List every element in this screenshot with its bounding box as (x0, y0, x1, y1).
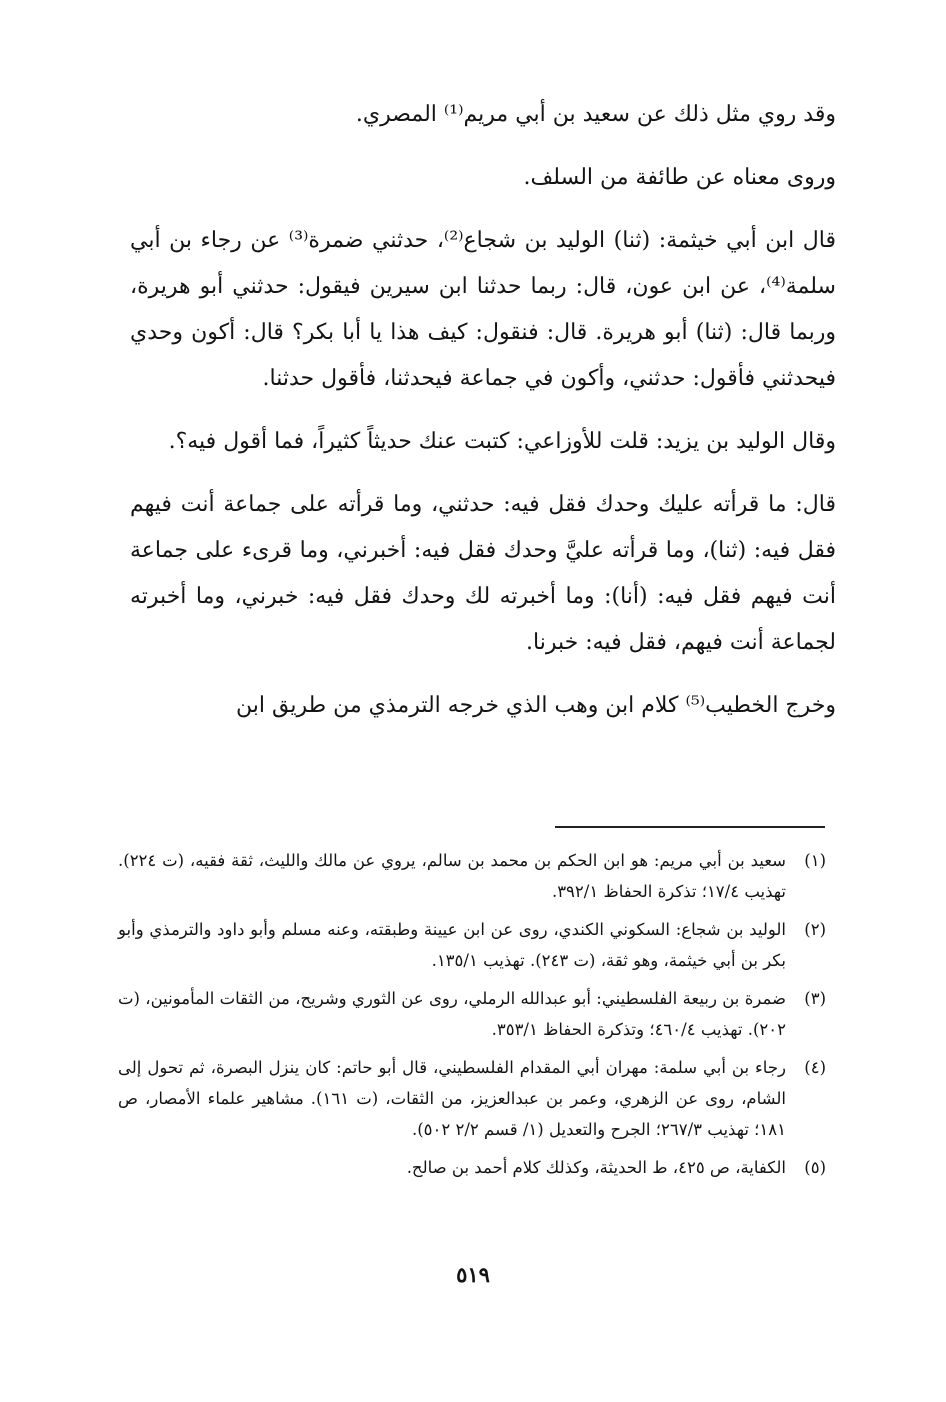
footnote (118, 1052, 826, 1145)
paragraph: وقال الوليد بن يزيد: قلت للأوزاعي: كتبت عنك حديثاً كثيراً، فما أقول فيه؟. (168, 429, 836, 454)
footnote-separator (555, 826, 825, 828)
footnote-text: سعيد بن أبي مريم: هو ابن الحكم بن محمد بن سالم، يروي عن مالك والليث، ثقة فقيه، (ت ٢٢٤). تهذيب ١٧/٤؛ تذكرة الحفاظ ٣٩٢/١. (118, 851, 786, 901)
paragraph: قال: ما قرأته عليك وحدك فقل فيه: حدثني، وما قرأته على جماعة أنت فيهم فقل فيه: (ثنا)، وما قرأته عليَّ وحدك فقل فيه: أخبرني، وما قرىء على جماعة أنت فيهم فقل فيه: (أنا): وما أخبرته لك وحدك فقل فيه: خبرني، وما أخبرته لجماعة أنت فيهم، فقل فيه: خبرنا. (130, 492, 836, 655)
footnote-number: (٢) (804, 920, 826, 939)
paragraph: وخرج الخطيب⁽⁵⁾ كلام ابن وهب الذي خرجه الترمذي من طريق ابن (236, 693, 836, 718)
footnote-text: الوليد بن شجاع: السكوني الكندي، روى عن ابن عيينة وطبقته، وعنه مسلم وأبو داود والترمذي وأبو بكر بن أبي خيثمة، وهو ثقة، (ت ٢٤٣). تهذيب ١٣٥/١. (118, 920, 786, 970)
footnote-text: رجاء بن أبي سلمة: مهران أبي المقدام الفلسطيني، قال أبو حاتم: كان ينزل البصرة، ثم تحول إلى الشام، روى عن الزهري، وعمر بن عبدالعزيز، من الثقات، (ت ١٦١). مشاهير علماء الأمصار، ص ١٨١؛ تهذيب ٢٦٧/٣؛ الجرح والتعديل (١/ قسم ٢/٢ ٥٠٢). (118, 1058, 786, 1139)
paragraph: وقد روي مثل ذلك عن سعيد بن أبي مريم⁽¹⁾ المصري. (355, 102, 836, 127)
footnote-text: ضمرة بن ربيعة الفلسطيني: أبو عبدالله الرملي، روى عن الثوري وشريح، من الثقات المأمونين، (ت ٢٠٢). تهذيب ٤٦٠/٤؛ وتذكرة الحفاظ ٣٥٣/١. (118, 989, 786, 1039)
footnote (118, 845, 826, 907)
footnote-number: (١) (804, 851, 826, 870)
page-number: ٥١٩ (456, 1262, 490, 1287)
footnote-number: (٥) (804, 1158, 826, 1177)
footnote-number: (٤) (804, 1058, 826, 1077)
paragraph: قال ابن أبي خيثمة: (ثنا) الوليد بن شجاع⁽²⁾، حدثني ضمرة⁽³⁾ عن رجاء بن أبي سلمة⁽⁴⁾، عن ابن عون، قال: ربما حدثنا ابن سيرين فيقول: حدثني أبو هريرة، وربما قال: (ثنا) أبو هريرة. قال: فنقول: كيف هذا يا أبا بكر؟ قال: أكون وحدي فيحدثني فأقول: حدثني، وأكون في جماعة فيحدثنا، فأقول حدثنا. (130, 228, 836, 391)
paragraph: وروى معناه عن طائفة من السلف. (523, 165, 836, 190)
main-text (130, 92, 836, 729)
footnote (118, 914, 826, 976)
footnote-number: (٣) (804, 989, 826, 1008)
footnote-text: الكفاية، ص ٤٢٥، ط الحديثة، وكذلك كلام أحمد بن صالح. (406, 1158, 786, 1177)
footnote (118, 1152, 826, 1183)
footnote (118, 983, 826, 1045)
footnotes (118, 845, 826, 1190)
